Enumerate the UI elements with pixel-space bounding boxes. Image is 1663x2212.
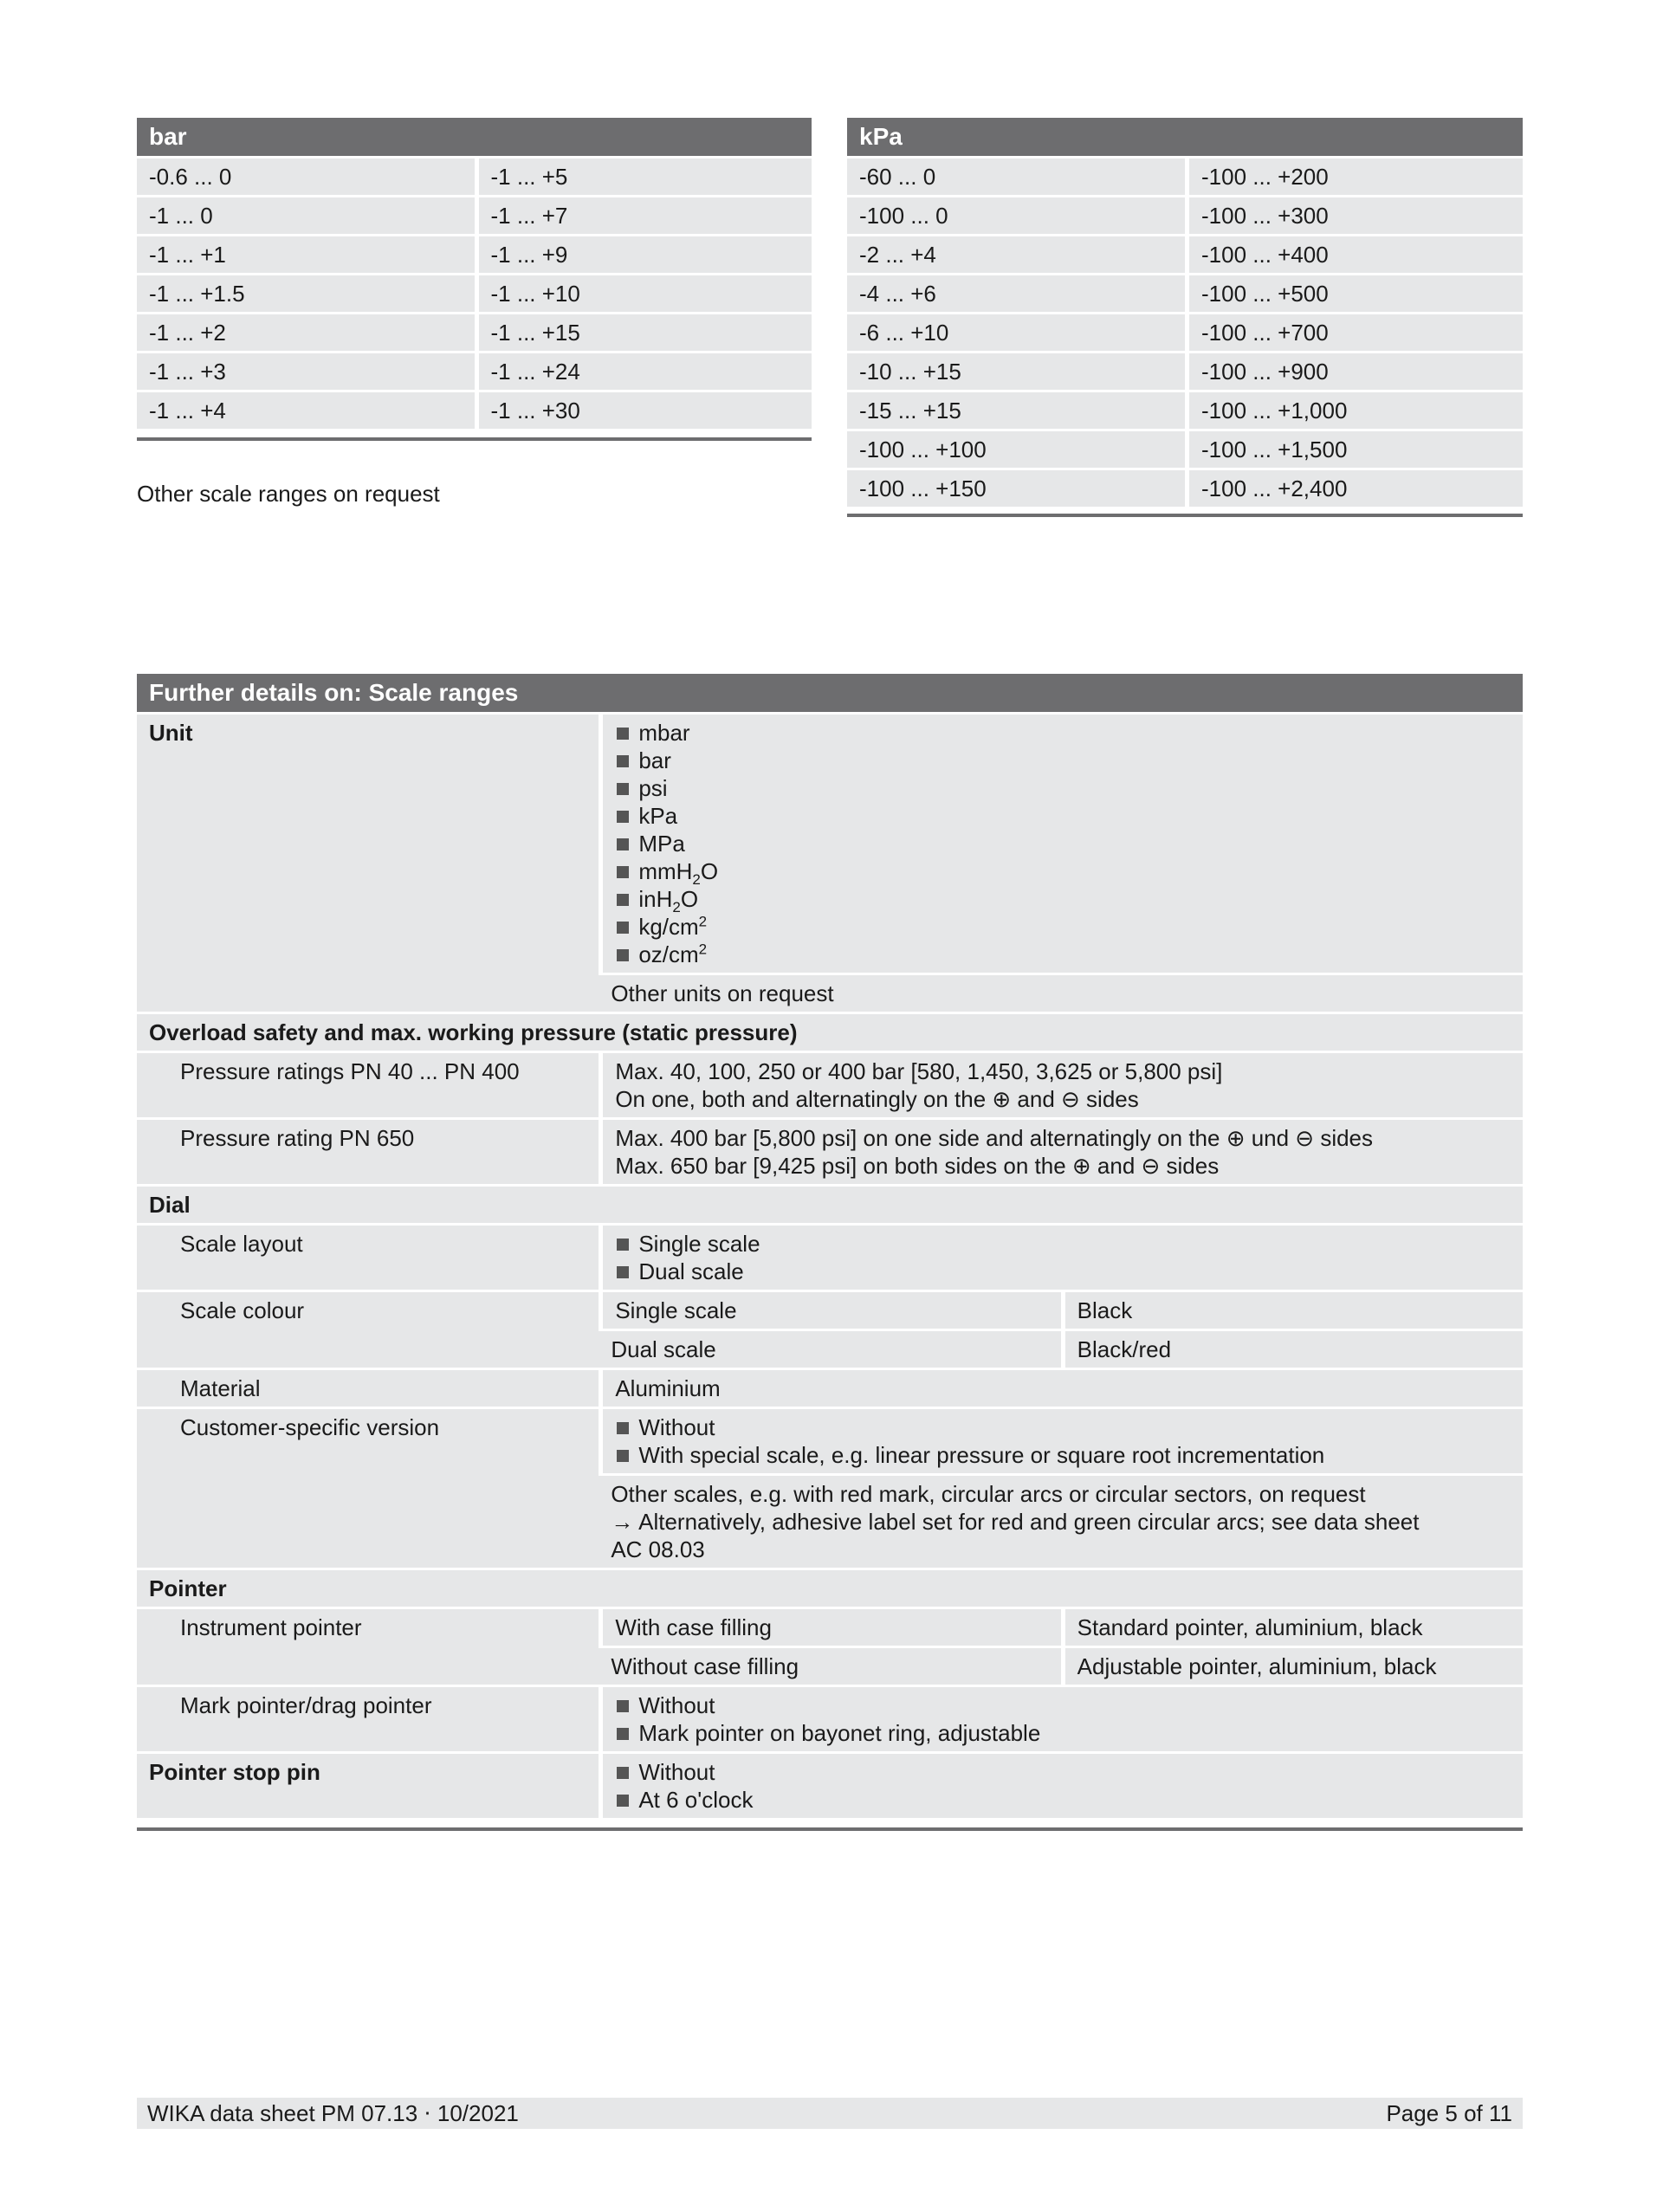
value-line: AC 08.03 (611, 1536, 705, 1562)
table-cell: -0.6 ... 0 (137, 158, 475, 195)
pn40-label: Pressure ratings PN 40 ... PN 400 (137, 1053, 599, 1117)
table-bottom-rule (847, 514, 1523, 517)
table-cell: -1 ... +10 (475, 275, 812, 312)
list-item: Dual scale (615, 1258, 1511, 1285)
table-row (137, 353, 812, 390)
instrument-pointer-label: Instrument pointer (137, 1609, 599, 1685)
footer-page-number: Page 5 of 11 (1386, 2100, 1512, 2126)
page-footer (137, 2098, 1523, 2129)
table-cell: -1 ... +5 (475, 158, 812, 195)
table-row (137, 1187, 1523, 1223)
kpa-scale-table (847, 115, 1523, 509)
table-cell: -100 ... 0 (847, 197, 1185, 234)
table-cell: -1 ... +3 (137, 353, 475, 390)
table-row (137, 1609, 1523, 1646)
details-table (137, 671, 1523, 1821)
list-item (615, 941, 1511, 968)
list-item: mbar (615, 719, 1511, 747)
mark-pointer-list (599, 1687, 1523, 1751)
value-line: Max. 40, 100, 250 or 400 bar [580, 1,450, 3,625 or 5,800 psi] (615, 1058, 1223, 1084)
list-item: bar (615, 747, 1511, 774)
table-row (847, 236, 1523, 273)
list-item: kPa (615, 802, 1511, 830)
table-cell: -100 ... +1,500 (1185, 431, 1523, 468)
table-cell: -1 ... +15 (475, 314, 812, 351)
table-cell: Single scale (599, 1292, 1060, 1329)
table-row (847, 275, 1523, 312)
unit-text: O (680, 886, 699, 912)
customer-version-label: Customer-specific version (137, 1409, 599, 1568)
unit-text: mmH (638, 858, 693, 884)
table-cell: With case filling (599, 1609, 1060, 1646)
list-item: Without (615, 1413, 1511, 1441)
table-cell: -100 ... +500 (1185, 275, 1523, 312)
list-item (615, 857, 1511, 889)
table-row (137, 1409, 1523, 1473)
stop-pin-list (599, 1754, 1523, 1818)
details-table-header: Further details on: Scale ranges (137, 674, 1523, 712)
list-item: psi (615, 774, 1511, 802)
unit-list (599, 715, 1523, 973)
bar-table-header: bar (137, 118, 812, 156)
table-cell: -100 ... +150 (847, 470, 1185, 507)
table-row (137, 1120, 1523, 1184)
table-row (137, 1226, 1523, 1290)
table-cell: -1 ... +30 (475, 392, 812, 429)
list-item: With special scale, e.g. linear pressure or square root incrementation (615, 1441, 1511, 1469)
table-cell: -60 ... 0 (847, 158, 1185, 195)
value-line: On one, both and alternatingly on the ⊕ and ⊖ sides (615, 1086, 1139, 1112)
unit-text: inH (638, 886, 673, 912)
stop-pin-label: Pointer stop pin (137, 1754, 599, 1818)
mark-pointer-label: Mark pointer/drag pointer (137, 1687, 599, 1751)
pointer-section-label: Pointer (137, 1570, 1523, 1607)
pn650-value (599, 1120, 1523, 1184)
table-cell: -1 ... 0 (137, 197, 475, 234)
dial-section-label: Dial (137, 1187, 1523, 1223)
table-cell: Black (1061, 1292, 1523, 1329)
bar-scale-table (137, 115, 812, 431)
table-row (137, 314, 812, 351)
table-row (847, 470, 1523, 507)
table-row (137, 1754, 1523, 1818)
unit-superscript: 2 (698, 913, 708, 930)
table-cell: -100 ... +700 (1185, 314, 1523, 351)
list-item: At 6 o'clock (615, 1786, 1511, 1814)
list-item: Mark pointer on bayonet ring, adjustable (615, 1719, 1511, 1747)
table-row (847, 158, 1523, 195)
unit-subscript: 2 (692, 871, 701, 889)
overload-section-label: Overload safety and max. working pressure (static pressure) (137, 1014, 1523, 1051)
unit-text: oz/cm (638, 941, 699, 967)
list-item: Single scale (615, 1230, 1511, 1258)
table-row (137, 392, 812, 429)
table-cell: -6 ... +10 (847, 314, 1185, 351)
value-line: Other scales, e.g. with red mark, circular arcs or circular sectors, on request (611, 1481, 1366, 1507)
value-line: → Alternatively, adhesive label set for red and green circular arcs; see data sheet (611, 1509, 1420, 1535)
table-bottom-rule (137, 1827, 1523, 1831)
scale-layout-label: Scale layout (137, 1226, 599, 1290)
material-value: Aluminium (599, 1370, 1523, 1407)
table-row (137, 1053, 1523, 1117)
scale-ranges-note: Other scale ranges on request (137, 481, 440, 507)
kpa-table-header: kPa (847, 118, 1523, 156)
table-cell: -2 ... +4 (847, 236, 1185, 273)
table-cell: -1 ... +1 (137, 236, 475, 273)
table-cell: Standard pointer, aluminium, black (1061, 1609, 1523, 1646)
customer-version-note (599, 1476, 1523, 1568)
list-item (615, 885, 1511, 916)
table-cell: -1 ... +24 (475, 353, 812, 390)
table-row (847, 314, 1523, 351)
table-row (137, 197, 812, 234)
table-cell: -100 ... +300 (1185, 197, 1523, 234)
list-item (615, 913, 1511, 941)
table-cell: Dual scale (599, 1331, 1060, 1368)
pn650-label: Pressure rating PN 650 (137, 1120, 599, 1184)
list-item: Without (615, 1691, 1511, 1719)
unit-text: O (700, 858, 719, 884)
table-row (137, 275, 812, 312)
table-row (137, 1014, 1523, 1051)
table-cell: -100 ... +1,000 (1185, 392, 1523, 429)
value-line: Max. 400 bar [5,800 psi] on one side and alternatingly on the ⊕ und ⊖ sides (615, 1125, 1374, 1151)
table-row (847, 431, 1523, 468)
table-row (137, 1687, 1523, 1751)
table-cell: -1 ... +4 (137, 392, 475, 429)
table-cell: -100 ... +900 (1185, 353, 1523, 390)
table-row (137, 1570, 1523, 1607)
table-cell: -15 ... +15 (847, 392, 1185, 429)
unit-subscript: 2 (672, 899, 681, 916)
table-cell: -4 ... +6 (847, 275, 1185, 312)
unit-label: Unit (137, 715, 599, 1012)
table-cell: -1 ... +9 (475, 236, 812, 273)
table-cell: -100 ... +100 (847, 431, 1185, 468)
table-cell: Adjustable pointer, aluminium, black (1061, 1648, 1523, 1685)
unit-other-note: Other units on request (599, 975, 1523, 1012)
footer-doc-ref: WIKA data sheet PM 07.13 ⋅ 10/2021 (147, 2100, 519, 2126)
table-row (137, 236, 812, 273)
table-cell: -1 ... +7 (475, 197, 812, 234)
pn40-value (599, 1053, 1523, 1117)
table-cell: -10 ... +15 (847, 353, 1185, 390)
table-row (137, 1370, 1523, 1407)
table-cell: Black/red (1061, 1331, 1523, 1368)
table-row (847, 353, 1523, 390)
table-cell: Without case filling (599, 1648, 1060, 1685)
value-line: Max. 650 bar [9,425 psi] on both sides on the ⊕ and ⊖ sides (615, 1153, 1220, 1179)
table-cell: -100 ... +400 (1185, 236, 1523, 273)
list-item: MPa (615, 830, 1511, 857)
scale-colour-label: Scale colour (137, 1292, 599, 1368)
table-row (137, 158, 812, 195)
material-label: Material (137, 1370, 599, 1407)
list-item: Without (615, 1758, 1511, 1786)
unit-superscript: 2 (698, 941, 708, 958)
table-cell: -100 ... +200 (1185, 158, 1523, 195)
table-row (137, 1292, 1523, 1329)
table-row (847, 392, 1523, 429)
table-cell: -100 ... +2,400 (1185, 470, 1523, 507)
scale-layout-list (599, 1226, 1523, 1290)
table-cell: -1 ... +1.5 (137, 275, 475, 312)
table-row (137, 715, 1523, 973)
table-cell: -1 ... +2 (137, 314, 475, 351)
customer-version-list (599, 1409, 1523, 1473)
unit-text: kg/cm (638, 914, 699, 940)
table-bottom-rule (137, 437, 812, 441)
table-row (847, 197, 1523, 234)
